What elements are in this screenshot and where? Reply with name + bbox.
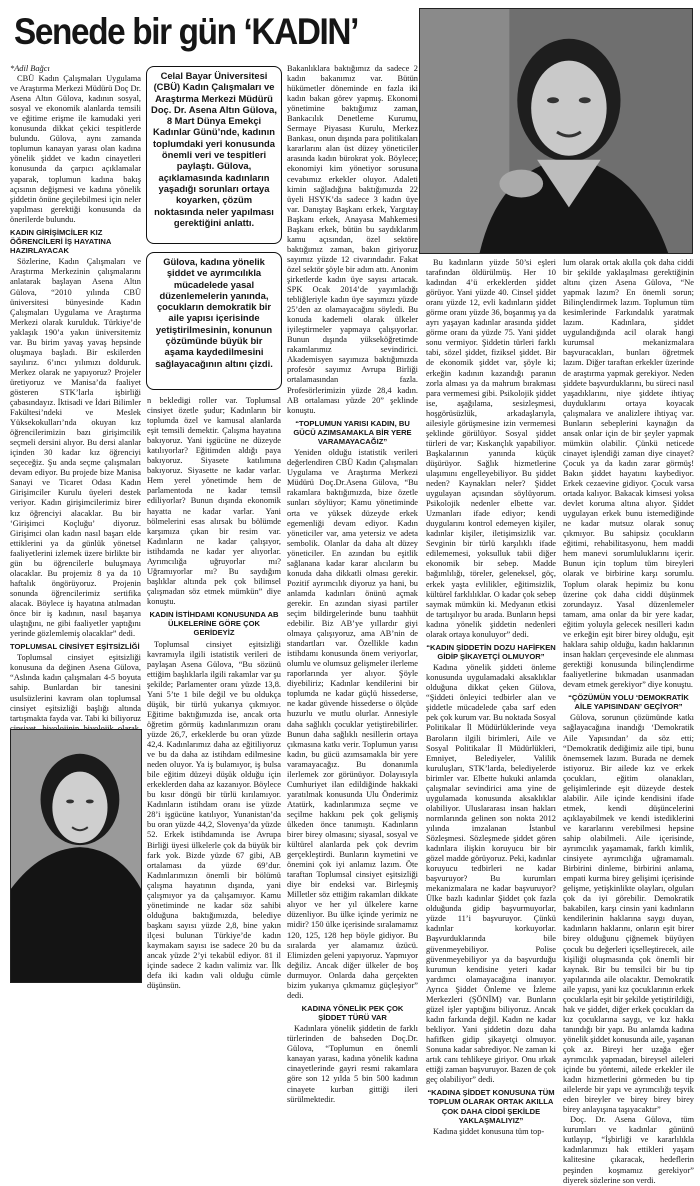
portrait-photo-bottom (10, 729, 142, 983)
column-4 (426, 258, 556, 1136)
column-5 (563, 258, 694, 1185)
column-1 (10, 64, 141, 726)
col5-paragraph-1: lum olarak ortak akılla çok daha ciddi bir şekilde yaklaşılması gerektiğinin altını çizen Asena Gülova, “Ne yapmak lazım? En önemli sorun; Bilinçlendirmek lazım. Toplumun tüm kesimlerinde Farkındalık yaratmak lazım. Kadınlara, şiddet uygulandığında acil olarak hangi kurumsal mekanizmalara başvuracakları, bunları öğretmek lazım. Diğer taraftan erkekler üzerinde de araştırma yapmak gerekiyor. Neden şiddete başvurduklarını, bu süreci nasıl yaşadıklarını, niye şiddete ihtiyaç duyduklarını ortaya koyacak çalışmalara ve analizlere ihtiyaç var. Bunların sebeplerini kaynağın da ansak onlar için de bir şeyler yapmak mümkün olabilir. Çünkü neticede cinayet işlendiği zaman diye cinayet? Çocuk ya da kadın zarar görmüş! Bakın şiddet hayatını kaybediyor. Erkek cezaevine gidiyor. Çocuk varsa ortada kalıyor. Bakacak kimsesi yoksa devlet koruma altına alıyor. Şiddet uygulayan erkek bunu istemediğinde ne kadar mutsuz olarak sonuç çıkmıyor. Bu sahipsiz çocukların eğitimi, rehabilitasyonu, hem maddi hem manevi sorumluluklarını içerir. Bunun için toplum tüm bireyleri olarak ve birbirine karşı sorumlu. Toplum olarak hepimiz bu konu üzerine çok daha ciddi düşünmek zorundayız. Yasal düzenlemeler tamam, ama onlar da bir yere kadar, eğitim yoluyla gelecek nesilleri kadın ve erkeğin eşit birer birey olduğu, eşit haklara sahip olduğu, kadın haklarının insan hakları çerçevesinde ele alınması gerektiği konusunda bilinçlendirme faaliyetlerine bıkmadan usanmadan devam etmek gerekiyor” diye konuştu. (563, 258, 694, 689)
portrait-illustration (420, 9, 692, 253)
col3-paragraph-1: Bakanlıklara baktığımız da sadece 2 kadın bakanımız var. Bütün hükümetler döneminde en fazla iki kadın bakan görev yapmış. Ekonomi yönetimine baktığımız zaman, Bankacılık Denetleme Kurumu, Sermaye Piyasası Kurulu, Merkez Bankası, onun dışında para politikaları kararlarını alan üst düzey yöneticiler arasında kadın bürokrat yok. Böylece; ekonomiyi kim yönetiyor sorusuna cevabımız erkekler oluyor. Adaleti kimin sağladığına baktığımızda 22 üyeli HSYK’da sadece 3 kadın üye var. Danıştay Başkanı erkek, Yargıtay Başkanı erkek, Anayasa Mahkemesi Başkanı erkek, bütün bu saydıklarım kamu açısından, özel sektöre baktığımız zaman, bakın giriyoruz sayımız yüzde 12 civarındadır. Fakat özel sektör şöyle bir adım attı. Anonim şirketlerde kadın üye sayısı artacak. SPK Ocak 2014’de yayımladığı tebliğleriyle kadın üye sayımızı yüzde 25’den az olamayacağını söyledi. Bu konuda kademeli olarak ülkeler iyileştirmeler yapmaya çalışıyorlar. Bunun dışında yükseköğretimde rakamlarımız sevindirici. Akademisyen sayımıza baktığımızda profesör sayımız Avrupa Birliği ortalamasından fazla. Profesörlerimizin yüzde 28,4 kadın. AB ortalaması yüzde 20” şeklinde konuştu. (287, 64, 418, 415)
col4-subhead-1: “KADIN ŞİDDETİN DOZU HAFİFKEN GİDİP ŞİKAYETÇİ OLMUYOR” (426, 642, 556, 661)
column-3 (287, 64, 418, 1104)
col3-subhead-1: “TOPLUMUN YARISI KADIN, BU GÜCÜ AZIMSAMAKLA BİR YERE VARAMAYACAĞIZ” (293, 418, 412, 447)
col5-paragraph-3: Doç. Dr. Asena Gülova, tüm kurumları ve kadınlar gününü kutlayıp, “İşbirliği ve kararlılıkla kadınlarımızı hak ettikleri yaşam kalitesine çıkaracak, hedeflerin peşinden koşmamız gerekiyor” diyerek sözlerine son verdi. (563, 1115, 694, 1185)
col3-paragraph-2: Yeniden olduğu istatistik verileri değerlendiren CBÜ Kadın Çalışmaları Uygulama ve Araştırma Merkezi Müdürü Doç.Dr.Asena Gülova, “Bu rakamlara baktığımızda, bize özetle sunları söylüyor; Kamu yönetiminde orta ve yüksek düzeyde erkek egemenliği devam ediyor. Kadın yöneticiler var, ama yetersiz ve adeta sembolik. Olanlar da daha alt düzey yöneticiler. En azından bu eşitlik sağlanana kadar karar alıcıların bu konuda daha dikkatli olması gerekir. Pozitif ayrımcılık diyoruz ya hani, bu anlamda kadınları önünü açmak gerekir. En azından siyasi partiler seçim bildirgelerinde bunu taahhüt edebilir. Biz AB’ye yıllardır giyi olmaya çalışıyoruz, ama AB’nin de standartları var. Özellikle kadın istihdamı konusunda önem veriyorlar, olumlu ve olumsuz gelişmeler ilerleme raporlarında yer alıyor. Şöyle diyebiliriz; Kadınlar kendilerini bir toplumda ne kadar güçlü hissederse, ne kadar güvende hissederse o ölçüde huzurlu ve mutlu olurlar. Annesiyle daha sağlıklı çocuklar yetiştirebilirler. Bunun daha sağlıklı nesillerin ortaya çıkmasına katkı verir. Toplumun yarısı kadın, bu gücü azımsamakla bir yere varamayacağız. Bu donanımla ilerlemek zor görünüyor. Dolayısıyla Cumhuriyet ilan edildiğinde hakkaki yaratılmak konusunda Ulu Önderimiz Atatürk, kadınlarımıza seçme ve seçilme hakkını pek çok gelişmiş ülkeden önce tanımıştı. Kadınların birer birey olmasını; siyasal, sosyal ve kültürel alanlarda pek çok devrim gerçekleştirdi. Bunların kıymetini ve önemini çok iyi anlamız lazım. Öte taraftan Toplumsal cinsiyet eşitsizliği diye bir endeksi var. Birleşmiş Milletler söz ettiğim rakamları dikkate alıyor ve her yıl ülkelere karne düzenliyor. Bu ülke içinde yerimiz ne midir? 150 ülke içerisinde sıralamamız 120, 125, 128 hep böyle gidiyor. Bu sıralarda yer alamamız üzücü. Elimizden geleni yapıyoruz. Yapmıyor değiliz. Ancak diğer ülkeler de boş durmuyor. Onlarda daha gerçekten bizim yukarıya çıkmamız güçleşiyor” dedi. (287, 448, 418, 1000)
col1-subhead-2: TOPLUMSAL CİNSİYET EŞİTSİZLİĞİ (10, 642, 140, 652)
col4-paragraph-3: Kadına şiddet konusuna tüm top- (433, 1126, 545, 1136)
col1-paragraph-1: Sözlerine, Kadın Çalışmaları ve Araştırma Merkezinin çalışmalarını anlatarak başlayan Asena Altın Gülova, “2010 yılında CBÜ üniversitesi bünyesinde Kadın Çalışmaları Uygulama ve Araştırma Merkezi olarak kurulduk. Türkiye’de yaklaşık 190’a yakın üniversitemiz var. Bu birim yavaş yavaş hepsinde oluşmaya başladı. Bir eskilerden sayılırız. 6’ıncı yılımızı dolduruk. Merkez olarak ne yapıyoruz? Projeler üretiyoruz ve Manisa’da faaliyet gösteren STK’larla işbirliği çabasındayız. İktisadi ve İdari Bilimler Fakültesi’ndeki ve Meslek Yüksekokulları’nda okuyan kız öğrencilerimizin bazı girişimcilik seçmeli dersini alıyor. Bu dersi alanlar içinden 30 kadar kız öğrenciyi seçeceğiz. Şu anda seçme çalışmaları devam ediyor. Bu projede bize Manisa Sanayi ve Ticaret Odası Kadın Girişimciler Kurulu üyeleri destek veriyor. Kadın girişimcilerimiz birer kız öğrenciyi alacaklar. Bu bir ‘Girişimci Koçluğu’ diyoruz. Girişimci olan kadın nasıl başarı elde ettiklerini ya da günlük yönetsel faaliyetlerini izlemek üzere birlikte bir gün bu öğrencilerle buluşmaya olacaklar. Bu projemiz 8 ya da 10 haftalık öngörüyoruz. Projenin sonunda öğrencilerimiz sertifika alacak. Böylece iş hayatına atılmadan önce bir iş kadının, nasıl başarıya ulaştığını, ne gibi faaliyetler yaptığını yerinde gözlemlemiş olacaklar” dedi. (10, 257, 141, 639)
portrait-photo-top (419, 8, 693, 254)
headline: Senede bir gün ‘KADIN’ (14, 11, 359, 52)
byline: *Adil Bağcı (10, 64, 50, 73)
col4-paragraph-2: Kadına yönelik şiddeti önleme konusunda uygulamadaki aksaklıklar olduğuna dikkat çeken Gülova, “Şiddeti önleyici tedbirler alan ve şiddetle mücadelede çaba sarf eden pek çok kurum var. Bu noktada Sosyal Politikalar İl Müdürlüklerinde veya Baroların ilgili birimleri, Aile ve Sosyal Politikalar İl Müdürlükleri, Emniyet, Belediyeler, Valilik kuruluşları, STK’larda, belediyelerde birimler var. Elbette hukuki anlamda çalışmalar sevindirici ama yine de uygulamada konusunda aksaklıklar olabiliyor. Uluslararası insan hakları normlarında gelinen son nokta 2012 yılında imzalanan İstanbul Sözleşmesi. Sözleşmede şiddet gören kadınlara ilişkin koruyucu bir bir gözel madde görüyoruz. Peki, kadınlar koruyucu tedbirleri ne kadar başvuruyor? Bu kurumları mekanizmalara ne kadar başvuruyor? Ülke bazlı kadınlar Şiddet çok fazla olduğunda gidip başvurmuyorlar, yüzde 11’i başvuruyor. Çünkü kadınlar korkuyorlar. Başvurduklarında bile güvenmeyebiliyor. Polise güvenmeyebiliyor ya da başvurduğu kurumun kendisine yeteri kadar yardımcı olamayacağına inanıyor. Ayrıca Şiddet Önleme ve İzleme Merkezleri (ŞÖNİM) var. Bunların güzel işler yaptığını biliyoruz. Ancak kadın farkında değil. Kadın ne kadar bekliyor. Yani şiddetin dozu daha hafifken gidip şikayetçi olmuyor. Sonuna kadar sabrediyor. Ne zaman ki artık canı tehlikeye giriyor. Onu ırkak ettiği zaman başvuruyor. Bazen de çok geç olabiliyor” dedi. (426, 663, 556, 1085)
col3-paragraph-3: Kadınlara yönelik şiddetin de farklı türlerinden de bahseden Doç.Dr. Gülova, “Toplumun en önemli kanayan yarası, kadına yönelik kadına cinayetlerinde gayri resmi rakamlara göre son 12 yılda 5 bin 500 kadının cinayete kurban gittiği ileri sürülmektedir. (287, 1024, 418, 1104)
col2-paragraph-2: Toplumsal cinsiyet eşitsizliği kavramıyla ilgili istatistik verileri de paylaşan Asena Gülova, “Bu sözünü ettiğim başlıklarla ilgili rakamlar var şu şekilde; Parlamenter oranı yüzde 13,8. Yani 5’te 1 bile değil ve bu oldukça düşük, bir türlü yukarıya çıkmıyor. Eğitime baktığımızda ise, ancak orta öğretim görmüş kadınlarımızın oranı yüzde 26,7, erkeklerde bu oran yüzde 42,4. Kadınlarımız daha az eğitiliyoruz ve bu da daha az istihdam edilmesine neden oluyor. Ya iş bulamıyor, iş bulsa bile eğitim düzeyi düşük olduğu için erkeklerden daha az kazanıyor. Böylece bu kısır döngü bir türlü kırılamıyor. Kadınların istihdam oranı ise yüzde 28’i işgücüne katılıyor, Yunanistan’da bu oran yüzde 44,2, Slovenya’da yüzde 52. Erkek istihdamında ise Avrupa Birliği üyesi ülkelerle çok da büyük bir fark yok. Bizde yüzde 67 gibi, AB ortalaması da yüzde 69’dur. Kadınlarımızın önemli bir bölümü çalışma hayatının dışında, yani çalışmıyor ya da çalışamıyor. Kamu yönetiminde ne kadar söz sahibi olduğuna baktığımızda, belediye başkanı sayısı yüzde 2,8, bine yakın ilçesi bulunan Türkiye’de kadın kaymakam sayısı ise sadece 20 bu da ancak yüzde 2’yi tekabül ediyor. 81 il içinde sadece 2 kadın valimiz var. İlk defa iki kadın vali olduğu cümle düşünsün. (147, 639, 281, 991)
col1-intro: CBÜ Kadın Çalışmaları Uygulama ve Araştırma Merkezi Müdürü Doç Dr. Asena Altın Gülova, kadının sosyal, sosyal ve ekonomik alanlarda temsili ve eğitime erişme ile kamudaki yeri konusunda dikkat çekici tespitlerde bulundu. Gülova, aynı zamanda toplumun kanayan yarası olan kadına yönelik şiddet ve kadın cinayetleri konusunda da çarpıcı açıklamalar yaparak, toplumun kadına bakış açısının değişmesi ve kadına yönelik şiddetin önüne geçilebilmesi için neler yapılması gerektiği konusunda da önerilerde bulundu. (10, 74, 141, 224)
col2-paragraph-1: n bekledigi roller var. Toplumsal cinsiyet özetle şudur; Kadınların bir toplumda özel ve kamusal alanlarda eşit temsili demektir. Çalışma hayatına bakıyoruz. Yani işgücüne ne düzeyde katılıyorlar? Eğitimden aldığı paya bakıyoruz. Siyasete katılımına bakıyoruz. Siyasette ne kadar varlar. Hem yerel yönetimde hem de parlamentoda ne kadar temsil ediliyorlar? Bunun dışında ekonomik hayatta ne kadar varlar. Yani bölmelerini esas alırsak bu bölümde karşımıza çıkan bir resim var. Kadınların ne kadar çalışıyor, istihdamda ne kadar yer alıyorlar. Ayrımcılığa uğruyorlar mı? Uğramıyorlar mı? Bu saydığım başlıklar altında pek çok bilimsel çalışmadan söz etmek mümkün” diye konuştu. (147, 396, 281, 606)
col4-subhead-2: “KADINA ŞİDDET KONUSUNA TÜM TOPLUM OLARAK ORTAK AKILLA ÇOK DAHA CİDDİ ŞEKİLDE YAKLAŞMALIYIZ” (427, 1088, 555, 1125)
pullquote-two: Gülova, kadına yönelik şiddet ve ayrımcılıkla mücadelede yasal düzenlemelerin yanında, çocukların demokratik bir aile yapısı içerisinde yetiştirilmesinin, konunun çözümünde büyük bir aşama kaydedilmesini sağlayacağının altını çizdi. (146, 252, 282, 390)
col3-subhead-2: KADINA YÖNELİK PEK ÇOK ŞİDDET TÜRÜ VAR (301, 1003, 404, 1023)
col2-subhead-1: KADIN İSTİHDAMI KONUSUNDA AB ÜLKELERİNE GÖRE ÇOK GERİDEYİZ (149, 609, 279, 638)
column-2 (147, 396, 281, 991)
col1-subhead-1: KADIN GİRİŞİMCİLER KIZ ÖĞRENCİLERİ İŞ HAYATINA HAZIRLAYACAK (10, 227, 112, 256)
col5-paragraph-2: Gülova, sorunun çözümünde katkı sağlayacağına inandığı ‘Demokratik Aile Yapısından’ da söz etti; “Demokratik dediğimiz aile tipi, bunu önemsemek lazım. Burada ne demek istiyoruz. Bir ailede kız ve erkek çocukları, eğitim olanakları, gelişimlerinde eşit düzeyde destek alabilir. Aile içinde kendisini ifade etmek, kendi düşüncelerini açıklayabilmek ve kendi istediklerini ve kararlarını verebilmesi hepsine sahip olabilmeli. Aile içerisinde, ayrımcılık yaşamamak, farklı kimlik, cinsiyete ayrımcılığa uğramamalı. Birbirini dinleme, birbirini anlama, empati kurma birey gelişimi içerisinde gelişme, yetişkinlikte olayları, olguları çok da iyi görebilir. Demokratik bakabilen, karşı cinsin yani kadınların kendilerinin haklarına saygı duyan, kadınların haklarını, onların eşit birer birey olduğunu çiğnemek büyüyen çocuk bu değerleri içselleştirecek, aile kişiliği oluşmasında çok önemli bir kaynak. Bir bu temsilci bir bu tip yapılarında aile olacaktır. Demokratik aile yapısı, yani kız çocuklarının erkek çocuklarla eşit bir şekilde yetiştirildiği, hak ve şiddet, diğer erkek çocukları da kız çocuklarına saygı, ve kız hakkı tanındığı bir yapı. Bu anlamda kadına yönelik şiddet konusunda aile, yaşanan çok az. Bireyi her uzağa eğer ayrımcılık yapmadan, bireysel aileleri içinde bu yöntemi, ailede erkekler ile kadın hizmetlerini görmeden bu tip ailelerde bir yapı ve ayrımcılığı teşvik eden bireyler ve birey birey birey birey anlayışına taşıyacaktır” (563, 713, 694, 1115)
pullquote-one: Celal Bayar Üniversitesi (CBÜ) Kadın Çalışmaları ve Araştırma Merkezi Müdürü Doç. Dr. Asena Altın Gülova, 8 Mart Dünya Emekçi Kadınlar Günü’nde, kadının toplumdaki yeri konusunda önemli veri ve tespitleri paylaştı. Gülova, açıklamasında kadınların yaşadığı sorunları ortaya koyarken, çözüm noktasında neler yapılması gerektiğini anlattı. (146, 66, 282, 244)
col4-paragraph-1: Bu kadınların yüzde 50’si eşleri tarafından öldürülmüş. Her 10 kadından 4’ü erkeklerden şiddet görüyor. Yani yüzde 40. Cinsel şiddet oranı yüzde 12, evli kadınların şiddet görme oranı yüzde 36, boşanmış ya da ayrı yaşayan kadınlar arasında şiddet görme oranı da yüzde 75. Yani şiddet sonu vermiyor. Şiddetin türleri farklı tabi, sözel şiddet, fiziksel şiddet. Bir de ekonomik şiddet var, şöyle ki; erkeğin kadının kazandığı paranın zorla alması ya da mahrum bırakması para vermemesi gibi. Psikolojik şiddet ise, aşağılama, sesizleşmesi, hoşgörüsüzlük, arkadaşlarıyla, ailesiyle görüşmesine izin vermemesi şeklinde görülüyor. Sosyal şiddet türleri de var; Kıskançlık yapabiliyor. Başkalarının yanında küçük düşürüyor. Sağlık hizmetlerine ulaşımını engelleyebiliyor. Bu şiddet neden? Kaynakları neler? Şiddet uygulayan açısından söylüyorum. Psikolojik nedenler elbette var. Uzmanları ifade ediyor; kendi duygularını kontrol edemeyen kişiler, kadınlar kişiler, iletişimsizlik var. Sevginin bir türlü karşılıklı ifade edilememesi, yoksulluk tabii diğer ekonomik bir sebep. Madde bağımlılığı, töreler, geleneksel, göç, erkek yaşta evlilikler, eğitimsizlik, kültürel farklılıklar. O kadar çok sebep saymak mümkün ki. Medyanın etkisi de tartışılıyor bu arada. Bunların hepsi kadına yönelik şiddetin nedenleri olarak ortaya konuluyor” dedi. (426, 258, 556, 639)
col5-subhead-1: “ÇÖZÜMÜN YOLU ‘DEMOKRATİK AİLE YAPISINDAN’ GEÇİYOR” (568, 693, 689, 712)
portrait-illustration-bottom (11, 730, 141, 982)
col1-paragraph-2: Toplumsal cinsiyet eşitsizliği konusuna da değinen Asena Gülova, “Aslında kadın çalışmaları 4-5 boyuta sahip. Bunlardan bir tanesini usulsüzlerini kavram olan toplumsal cinsiyet eşitsizliği başlığı altında tartışmakta fayda var. Tabi ki biliyoruz (10, 653, 141, 723)
